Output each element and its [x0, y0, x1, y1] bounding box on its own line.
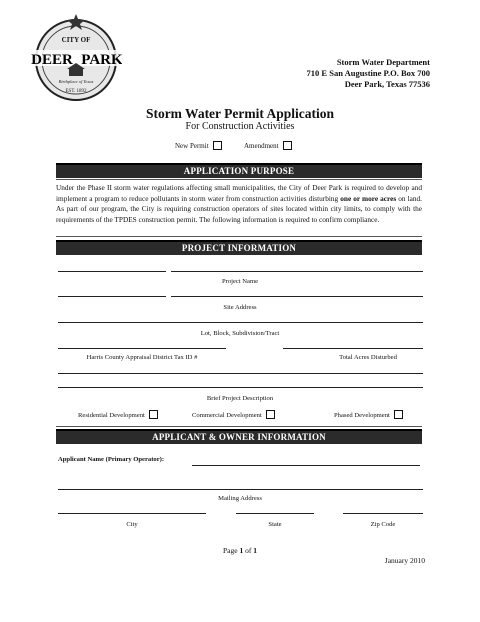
commercial-label: Commercial Development — [192, 412, 262, 420]
department-city: Deer Park, Texas 77536 — [344, 79, 430, 89]
purpose-text-2: on land. As part of our program, the City is requiring construction operators of sites located within city limits, to comply with the requirements of the TPDES construction permit. The following information is required to confirm compliance. — [56, 193, 422, 224]
document-title: Storm Water Permit Application — [145, 106, 335, 121]
applicant-name-line[interactable] — [192, 465, 420, 466]
svg-text:DEER: DEER — [31, 52, 73, 68]
amendment-checkbox[interactable] — [283, 141, 292, 150]
svg-text:Birthplace of Texas: Birthplace of Texas — [58, 79, 94, 84]
city-line[interactable] — [58, 513, 206, 514]
section-divider — [56, 426, 422, 427]
state-line[interactable] — [236, 513, 314, 514]
hcad-label: Harris County Appraisal District Tax ID # — [86, 354, 198, 361]
city-label: City — [126, 521, 138, 528]
page-word: Page — [223, 546, 238, 555]
new-permit-label: New Permit — [175, 142, 209, 151]
site-address-line[interactable] — [171, 296, 423, 297]
lot-block-line[interactable] — [58, 322, 423, 323]
new-permit-checkbox[interactable] — [213, 141, 222, 150]
document-date: January 2010 — [384, 556, 425, 565]
page-total: 1 — [253, 546, 257, 555]
phased-option — [334, 411, 403, 420]
project-field-line[interactable] — [58, 271, 166, 272]
purpose-paragraph — [56, 183, 422, 225]
phased-label: Phased Development — [334, 412, 390, 420]
svg-text:PARK: PARK — [81, 52, 122, 68]
section-header-applicant: APPLICANT & OWNER INFORMATION — [56, 429, 422, 444]
svg-text:EST. 1892: EST. 1892 — [65, 89, 87, 94]
city-seal-logo — [30, 12, 122, 104]
acres-line[interactable] — [283, 348, 423, 349]
department-name: Storm Water Department — [336, 57, 430, 67]
section-header-project: PROJECT INFORMATION — [56, 240, 422, 255]
commercial-option — [192, 411, 275, 420]
new-permit-option — [175, 142, 222, 151]
document-subtitle: For Construction Activities — [185, 121, 295, 132]
phased-checkbox[interactable] — [394, 410, 403, 419]
zip-label: Zip Code — [370, 521, 396, 528]
hcad-line[interactable] — [58, 348, 226, 349]
mailing-address-line[interactable] — [58, 489, 423, 490]
page-of: of — [245, 546, 252, 555]
residential-option — [78, 411, 158, 420]
description-line-2[interactable] — [58, 387, 423, 388]
site-field-line[interactable] — [58, 296, 166, 297]
section-divider — [56, 179, 422, 180]
project-name-line[interactable] — [171, 271, 423, 272]
purpose-text-bold: one or more acres — [340, 193, 397, 203]
lot-block-label: Lot, Block, Subdivision/Tract — [200, 330, 280, 337]
description-line-1[interactable] — [58, 373, 423, 374]
amendment-label: Amendment — [244, 142, 279, 151]
state-label: State — [268, 521, 282, 528]
page-number — [0, 546, 480, 555]
department-address — [307, 57, 430, 90]
residential-checkbox[interactable] — [149, 410, 158, 419]
mailing-address-label: Mailing Address — [218, 495, 262, 502]
section-header-purpose: APPLICATION PURPOSE — [56, 163, 422, 178]
amendment-option — [244, 142, 292, 151]
description-label: Brief Project Description — [206, 395, 274, 402]
acres-label: Total Acres Disturbed — [339, 354, 397, 361]
residential-label: Residential Development — [78, 412, 145, 420]
page-current: 1 — [239, 546, 244, 555]
svg-text:CITY OF: CITY OF — [61, 36, 91, 44]
purpose-text-1: Under the Phase II storm water regulations affecting small municipalities, the City of Deer Park is required to develop and implement a program to reduce pollutants in storm water from construction activities disturbing — [56, 183, 422, 203]
site-address-label: Site Address — [223, 304, 257, 311]
department-street: 710 E San Augustine P.O. Box 700 — [306, 68, 430, 78]
project-name-label: Project Name — [221, 278, 259, 285]
commercial-checkbox[interactable] — [266, 410, 275, 419]
applicant-name-label: Applicant Name (Primary Operator): — [58, 456, 165, 463]
zip-line[interactable] — [343, 513, 423, 514]
section-divider — [56, 236, 422, 237]
